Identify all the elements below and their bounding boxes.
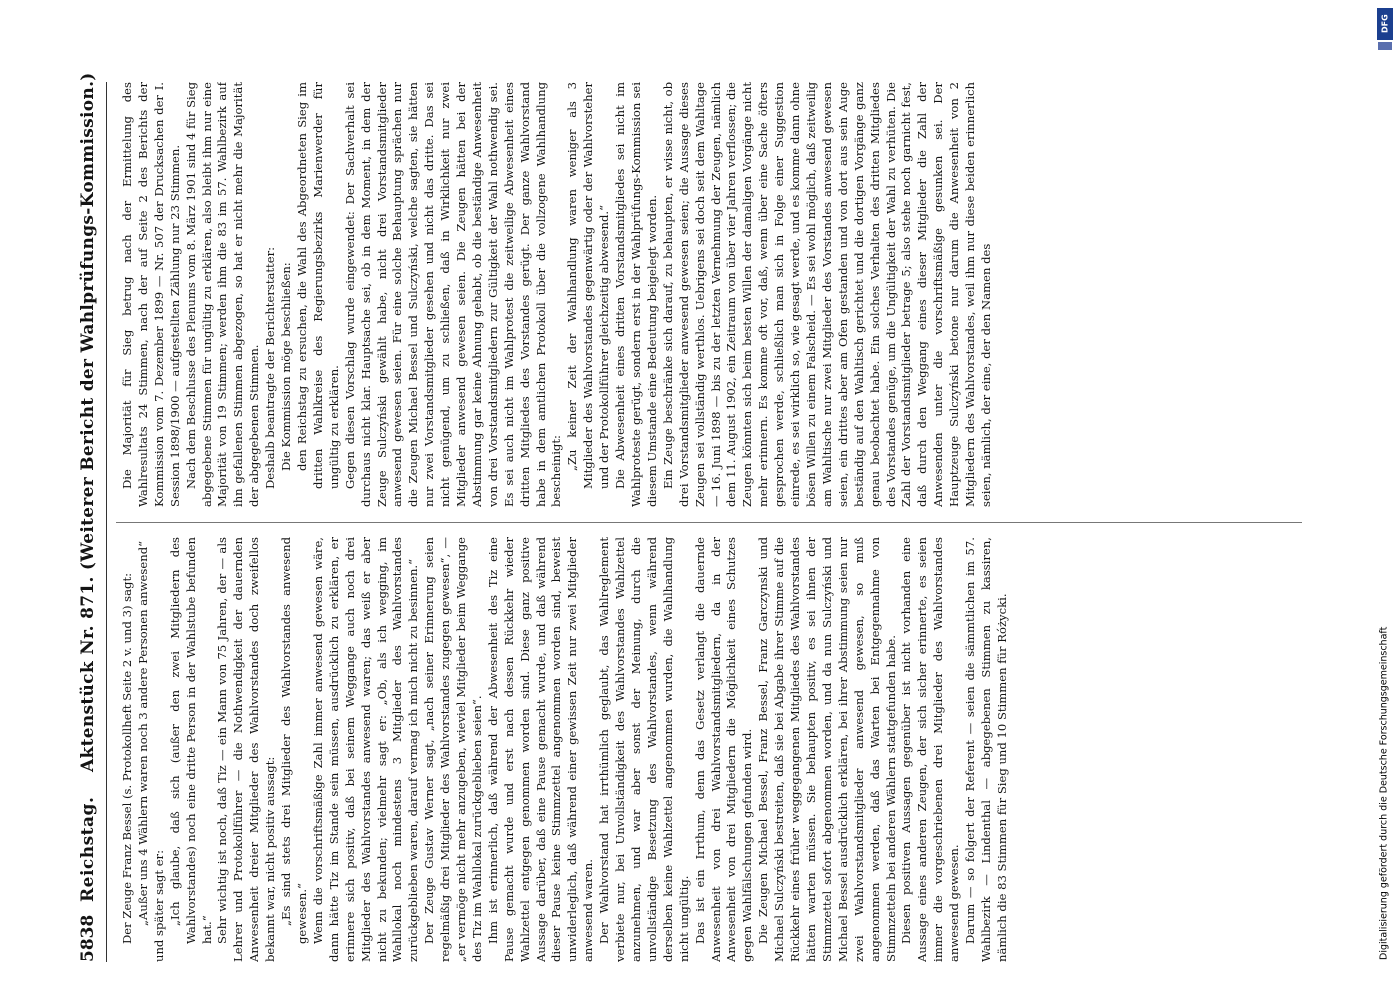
left-column-paragraph: Die Zeugen Michael Bessel, Franz Bessel, Franz Garczynski und Michael Sulczyński bestreiten, daß sie bei Abgabe ihrer Stimme auf die Rückkehr eines früher weggegangenen Mitgliedes des Wahlvorstandes hätten warten müssen. Sie behaupten positiv, es sei ihnen der Stimmzettel sofort abgenommen worden, und da nun Sulczyński und Michael Bessel ausdrücklich erklären, bei ihrer Abstimmung seien nur zwei Wahlvorstandsmitglieder anwesend gewesen, so muß angenommen werden, daß das Warten bei Entgegennahme von Stimmzetteln bei anderen Wählern stattgefunden habe.: [756, 537, 898, 962]
right-column-paragraph: Die Majorität für Sieg betrug nach der Ermittelung des Wahlresultats 24 Stimmen, nach der auf Seite 2 des Berichts der Kommission vom 7. Dezember 1899 — Nr. 507 der Drucksachen der I. Session 1898/1900 — aufgestellten Zählung nur 23 Stimmen.: [120, 82, 182, 507]
page-header: [72, 72, 106, 962]
right-column: [120, 82, 1300, 507]
left-column-paragraph: Der Zeuge Franz Bessel (s. Protokollheft Seite 2 v. und 3) sagt:: [120, 572, 134, 944]
margin-credit: [1376, 55, 1392, 960]
left-column-paragraph: Diesen positiven Aussagen gegenüber ist nicht vorhanden eine Aussage eines anderen Zeugen, der sich sicher erinnerte, es seien immer die vorgeschriebenen drei Mitglieder des Wahlvorstandes anwesend gewesen.: [899, 537, 962, 962]
left-column-paragraph: „Es sind stets drei Mitglieder des Wahlvorstandes anwesend gewesen.“: [279, 537, 309, 944]
rotated-page: [60, 0, 1330, 1000]
document-page: [72, 72, 1312, 962]
dfg-logo-text: DFG: [1377, 8, 1393, 40]
right-column-paragraph: Die Kommission möge beschließen:: [279, 262, 294, 471]
left-column-paragraph: „Ich glaube, daß sich (außer den zwei Mitgliedern des Wahlvorstandes) noch eine dritte Person in der Wahlstube befunden hat.“: [167, 537, 214, 944]
page-number: 5838: [78, 914, 98, 962]
header-rule: [106, 82, 107, 962]
right-column-paragraph: Ein Zeuge beschränke sich darauf, zu behaupten, er wisse nicht, ob drei Vorstandsmitglieder anwesend gewesen seien; die Aussage dieses Zeugen sei vollständig werthlos. Uebrigens sei doch seit dem Wahltage — 16. Juni 1898 — bis zu der letzten Vernehmung der Zeugen, nämlich dem 11. August 1902, ein Zeitraum von über vier Jahren verflossen; die Zeugen könnten sich beim besten Willen der damaligen Vorgänge nicht mehr erinnern. Es komme oft vor, daß, wenn über eine Sache öfters gesprochen werde, schließlich man sich in Folge einer Suggestion einrede, es sei wirklich so, wie gesagt werde, und es komme dann ohne bösen Willen zu einem Falscheid. — Es sei wohl möglich, daß zeitweilig am Wahltische nur zwei Mitglieder des Vorstandes anwesend gewesen seien, ein drittes aber am Ofen gestanden und von dort aus sein Auge beständig auf den Wahltisch gerichtet und die dortigen Vorgänge ganz genau beobachtet habe. Ein solches Verhalten des dritten Mitgliedes des Vorstandes genüge, um die Ungültigkeit der Wahl zu verhüten. Die Zahl der Vorstandsmitglieder betrage 5; also stehe noch garnicht fest, daß durch den Weggang eines dieser Mitglieder die Zahl der Anwesenden unter die vorschriftsmäßige gesunken sei. Der Hauptzeuge Sulczyński betone nur darum die Anwesenheit von 2 Mitgliedern des Wahlvorstandes, weil ihm nur diese beiden erinnerlich seien, nämlich, der eine, der den Namen des: [660, 82, 993, 507]
column-divider: [116, 522, 1302, 523]
right-column-paragraph: den Reichstag zu ersuchen, die Wahl des Abgeordneten Sieg im dritten Wahlkreise des Regierungsbezirks Marienwerder für ungültig zu erklären.: [294, 82, 341, 489]
dfg-logo-mark: [1378, 42, 1392, 50]
right-column-paragraph: Gegen diesen Vorschlag wurde eingewendet: Der Sachverhalt sei durchaus nicht klar. Hauptsache sei, ob in dem Moment, in dem der Zeuge Sulczyński gewählt habe, nicht drei Vorstandsmitglieder anwesend gewesen seien. Für eine solche Behauptung sprächen nur die Zeugen Michael Bessel und Sulczyński, welche sagten, sie hätten nur zwei Vorstandsmitglieder gesehen und nicht das dritte. Das sei nicht genügend, um zu schließen, daß in Wirklichkeit nur zwei Mitglieder anwesend gewesen seien. Die Zeugen hätten bei der Abstimmung gar keine Ahnung gehabt, ob die beständige Anwesenheit von drei Vorstandsmitgliedern zur Gültigkeit der Wahl nothwendig sei. Es sei auch nicht im Wahlprotest die zeitweilige Abwesenheit eines dritten Mitgliedes des Vorstandes gerügt. Der ganze Wahlvorstand habe in dem amtlichen Protokoll über die vollzogene Wahlhandlung bescheinigt:: [342, 82, 564, 507]
left-column-paragraph: Das ist ein Irrthum, denn das Gesetz verlangt die dauernde Anwesenheit von drei Wahlvorstandsmitgliedern, da in der Anwesenheit von drei Mitgliedern die Möglichkeit eines Schutzes gegen Wahlfälschungen gefunden wird.: [692, 537, 755, 962]
dfg-logo: [1377, 8, 1393, 50]
right-column-paragraph: Die Abwesenheit eines dritten Vorstandsmitgliedes sei nicht im Wahlproteste gerügt, sondern erst in der Wahlprüfungs-Kommission sei diesem Umstande eine Bedeutung beigelegt worden.: [613, 82, 659, 507]
left-column-paragraph: Der Zeuge Gustav Werner sagt, „nach seiner Erinnerung seien regelmäßig drei Mitglieder des Wahlvorstandes zugegen gewesen“, — „er vermöge nicht mehr anzugeben, wieviel Mitglieder beim Weggange des Tiz im Wahllokal zurückgeblieben seien“.: [422, 537, 484, 962]
left-column-paragraph: „Außer uns 4 Wählern waren noch 3 andere Personen anwesend“: [135, 540, 150, 926]
right-column-paragraph: Deshalb beantragte der Berichterstatter:: [263, 246, 278, 489]
left-column-paragraph: Darum — so folgert der Referent — seien die sämmtlichen im 57. Wahlbezirk — Lindenthal — abgegebenen Stimmen zu kassiren, nämlich die 83 Stimmen für Sieg und 10 Stimmen für Różycki.: [963, 537, 1009, 962]
margin-credit-text: Digitalisierung gefördert durch die Deutsche Forschungsgemeinschaft: [1378, 626, 1390, 960]
right-column-paragraph: Nach dem Beschlusse des Plenums vom 8. März 1901 sind 4 für Sieg abgegebene Stimmen für ungültig zu erklären, also bleibt ihm nur eine Majorität von 19 Stimmen; werden ihm die 83 im 57. Wahlbezirk auf ihn gefallenen Stimmen abgezogen, so hat er nicht mehr die Majorität der abgegebenen Stimmen.: [183, 82, 262, 507]
left-column-paragraph: und später sagt er:: [151, 849, 166, 962]
left-column: [120, 537, 1300, 962]
right-column-paragraph: „Zu keiner Zeit der Wahlhandlung waren weniger als 3 Mitglieder des Wahlvorstandes gegenwärtig oder der Wahlvorsteher und der Protokollführer gleichzeitig abwesend.“: [565, 82, 612, 489]
running-title: Reichstag.: [78, 796, 98, 902]
left-column-paragraph: Ihm ist erinnerlich, daß während der Abwesenheit des Tiz eine Pause gemacht wurde und erst nach dessen Rückkehr wieder Wahlzettel entgegen genommen worden sind. Diese ganz positive Aussage darüber, daß eine Pause gemacht wurde, und daß während dieser Pause keine Stimmzettel angenommen worden sind, beweist unwiderleglich, daß während einer gewissen Zeit nur zwei Mitglieder anwesend waren.: [485, 537, 596, 962]
left-column-paragraph: Wenn die vorschriftsmäßige Zahl immer anwesend gewesen wäre, dann hätte Tiz im Stande sein müssen, ausdrücklich zu erklären, er erinnere sich positiv, daß bei seinem Weggange auch noch drei Mitglieder des Wahlvorstandes anwesend waren; das weiß er aber nicht zu bekunden; vielmehr sagt er: „Ob, als ich wegging, im Wahllokal noch mindestens 3 Mitglieder des Wahlvorstandes zurückgeblieben waren, darauf vermag ich mich nicht zu besinnen.“: [310, 537, 421, 962]
document-title: Aktenstück Nr. 871. (Weiterer Bericht der Wahlprüfungs-Kommission.): [78, 72, 98, 772]
left-column-paragraph: Der Wahlvorstand hat irrthümlich geglaubt, das Wahlreglement verbiete nur, bei Unvollständigkeit des Wahlvorstandes Wahlzettel anzunehmen, und war aber sonst der Meinung, durch die unvollständige Besetzung des Wahlvorstandes, wenn während derselben keine Wahlzettel angenommen wurden, die Wahlhandlung nicht ungültig.: [597, 537, 691, 962]
left-column-paragraph: Sehr wichtig ist noch, daß Tiz — ein Mann von 75 Jahren, der — als Lehrer und Protokollführer — die Nothwendigkeit der dauernden Anwesenheit dreier Mitglieder des Wahlvorstandes doch zweifellos bekannt war, nicht positiv aussagt:: [215, 537, 278, 962]
